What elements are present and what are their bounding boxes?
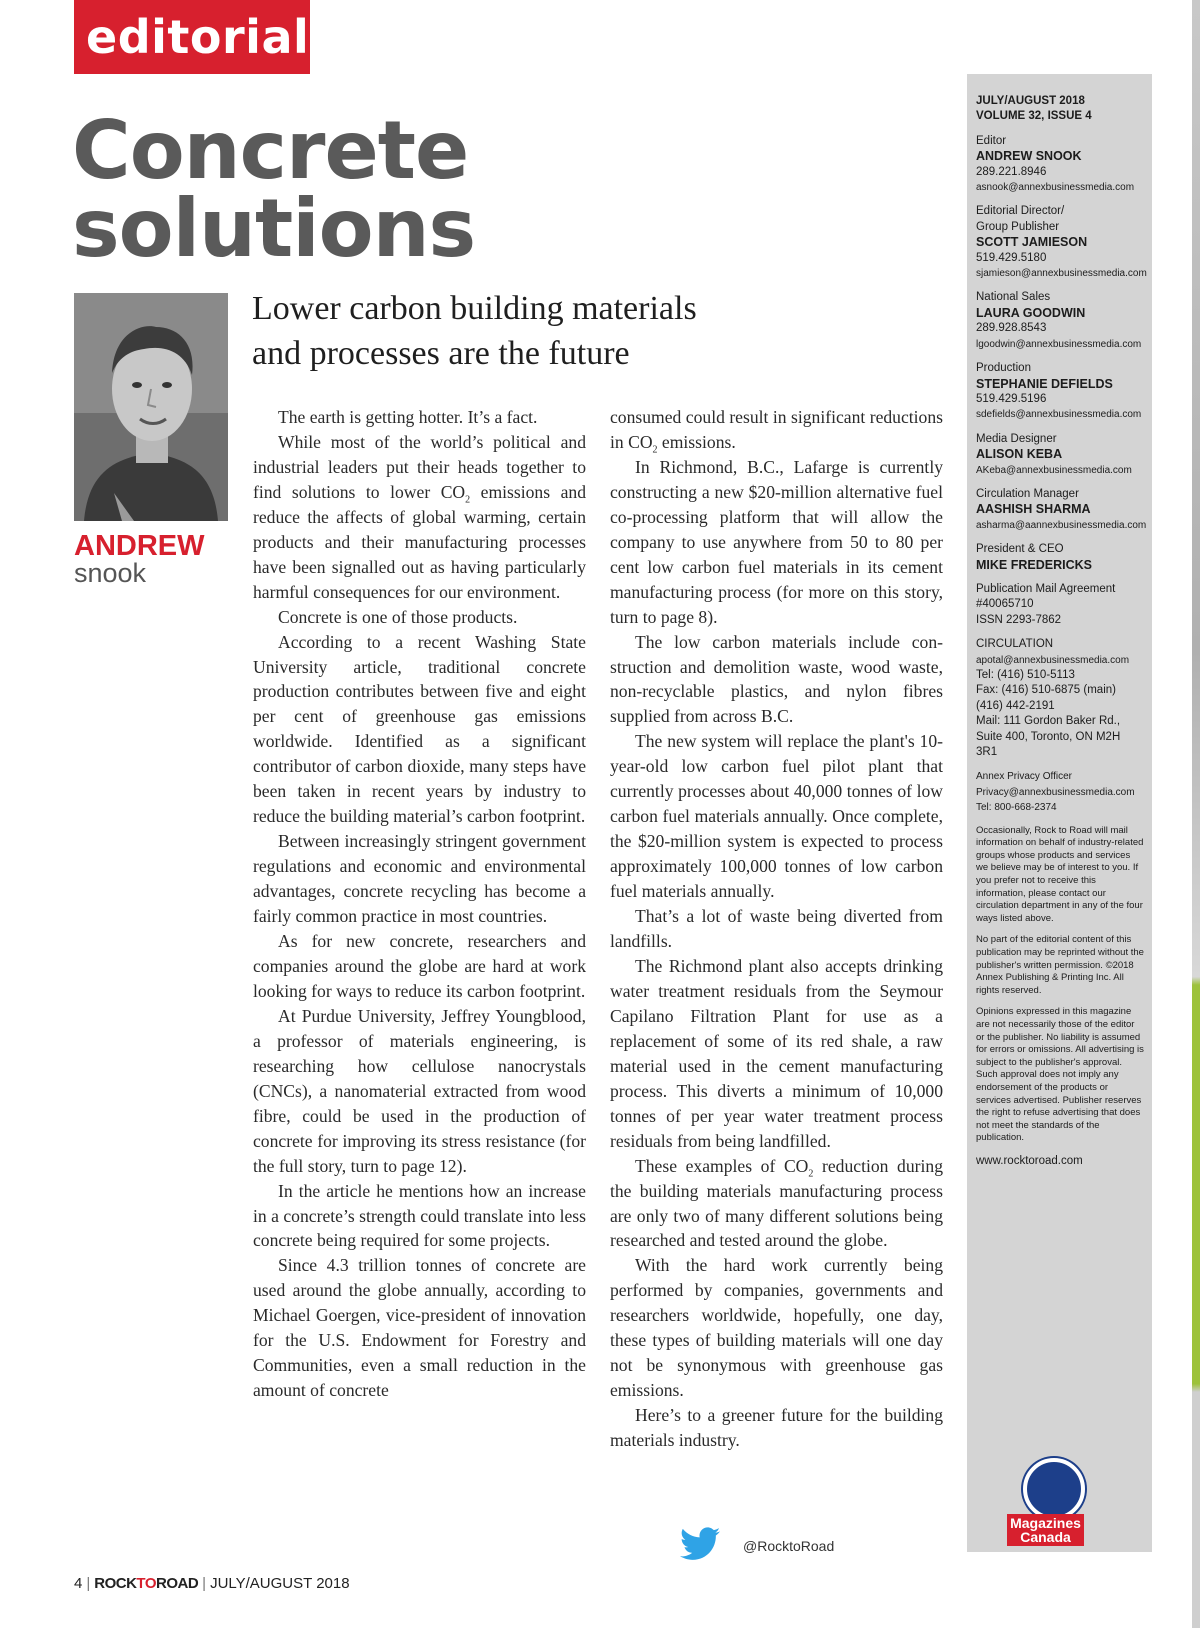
notice	[976, 1006, 1144, 1145]
body-column-1	[253, 405, 586, 1403]
person-name: AASHISH SHARMA	[976, 502, 1091, 517]
magazine-brand: ROCKTOROAD	[94, 1575, 199, 1592]
deck-line-2: and processes are the future	[252, 335, 630, 372]
publication-agreement	[976, 582, 1144, 628]
phone: 519.429.5180	[976, 251, 1047, 264]
fax: (416) 442-2191	[976, 699, 1055, 712]
role-label: Production	[976, 362, 1031, 375]
privacy-officer	[976, 769, 1144, 815]
author-first-name: ANDREW	[74, 530, 205, 562]
phone: 289.221.8946	[976, 165, 1047, 178]
masthead-circulation-manager	[976, 487, 1147, 533]
masthead-sales	[976, 290, 1144, 352]
paragraph: consumed could result in significant reductions in $CO_2$ emissions.	[610, 407, 943, 456]
circulation-info	[976, 637, 1144, 760]
person-name: MIKE FREDERICKS	[976, 557, 1092, 572]
person-name: SCOTT JAMIESON	[976, 235, 1088, 250]
body-column-2	[610, 405, 943, 1453]
masthead-designer	[976, 432, 1144, 478]
role-label: Annex Privacy Officer	[976, 771, 1072, 783]
paragraph: With the hard work currently being performed by companies, governments and researchers worldwide, hopefully, one day, these types of building materials will one day not be synonymous with greenhouse gas emissions.	[610, 1255, 943, 1401]
twitter-handle[interactable]: @RocktoRoad	[743, 1538, 835, 1554]
logo-line-1: Magazines	[1010, 1515, 1081, 1531]
author-portrait-illustration	[74, 293, 228, 521]
twitter-bird-icon[interactable]	[680, 1527, 720, 1561]
paragraph: That’s a lot of waste being diverted from landfills.	[610, 906, 943, 952]
author-last-name: snook	[74, 558, 147, 588]
deck-line-1: Lower carbon building materials	[252, 290, 697, 327]
role-label: National Sales	[976, 291, 1051, 304]
email-link[interactable]: sdefields@annexbusinessmedia.com	[976, 409, 1142, 421]
email-link[interactable]: asnook@annexbusinessmedia.com	[976, 182, 1135, 194]
paragraph: The low carbon materials include construction and demolition waste, wood waste, non-recyclable plastics, and nylon fibres supplied from across B.C.	[610, 631, 943, 727]
email-link[interactable]: lgoodwin@annexbusinessmedia.com	[976, 338, 1142, 350]
footer-issue: JULY/AUGUST 2018	[210, 1575, 350, 1592]
issn: ISSN 2293-7862	[976, 613, 1062, 626]
role-label: Circulation Manager	[976, 487, 1079, 500]
role-label: Media Designer	[976, 432, 1057, 445]
logo-line-2: Canada	[1020, 1529, 1071, 1545]
email-link[interactable]: Privacy@annexbusinessmedia.com	[976, 786, 1135, 798]
page-number: 4	[74, 1575, 83, 1592]
email-link[interactable]: sjamieson@annexbusinessmedia.com	[976, 268, 1147, 280]
paragraph: Since 4.3 trillion tonnes of concrete are used around the globe annually, according to Michael Goergen, vice-president of innovation for the U.S. Endowment for Forestry and Communities, even a small reduction in the amount of concrete	[253, 1255, 586, 1401]
paragraph: Here’s to a greener future for the building materials industry.	[610, 1405, 943, 1451]
section-tag: editorial	[74, 0, 310, 74]
phone: Tel: (416) 510-5113	[976, 669, 1075, 681]
paragraph: The Richmond plant also accepts drinking water treatment residuals from the Seymour Capilano Filtration Plant for use as a replacement of some of its red shale, a raw material used in the cement manufacturing process. This diverts a minimum of 10,000 tonnes of per year water treatment process residuals from being landfilled.	[610, 955, 943, 1151]
paragraph: The earth is getting hotter. It’s a fact.	[278, 407, 538, 427]
masthead-ceo	[976, 542, 1144, 573]
role-label: Group Publisher	[976, 220, 1060, 233]
phone: 289.928.8543	[976, 322, 1047, 335]
mailing-notice: Occasionally, Rock to Road will mail information on behalf of industry-related groups whose products and services we believe may be of interest to you. If you prefer not to receive this information, please contact our circulation department in any of the four ways listed above.	[976, 824, 1144, 924]
email-link[interactable]: AKeba@annexbusinessmedia.com	[976, 464, 1132, 476]
headline-line-1: Concrete	[72, 104, 469, 197]
masthead-editor	[976, 134, 1144, 196]
phone: 519.429.5196	[976, 392, 1047, 405]
pma-label: Publication Mail Agreement	[976, 582, 1116, 595]
pma-number: #40065710	[976, 598, 1034, 611]
paragraph: Concrete is one of those products.	[278, 606, 518, 627]
mail-address: Mail: 111 Gordon Baker Rd.,	[976, 715, 1121, 728]
paragraph: In the article he mentions how an increase in a concrete’s strength could translate into less concrete being required for some projects.	[253, 1180, 586, 1251]
headline-line-2: solutions	[72, 182, 476, 275]
paragraph: In Richmond, B.C., Lafarge is currently constructing a new $20-million alternative fuel co-processing platform that will allow the company to use anywhere from 50 to 80 per cent low carbon fuel materials in its cement manufacturing process (for more on this story, turn to page 8).	[610, 456, 943, 627]
role-label: Editorial Director/	[976, 205, 1065, 218]
page-footer: 4 | ROCKTOROAD | JULY/AUGUST 2018	[74, 1575, 350, 1592]
website-link[interactable]: www.rocktoroad.com	[976, 1154, 1083, 1167]
person-name: LAURA GOODWIN	[976, 305, 1086, 320]
issue-date: JULY/AUGUST 2018	[976, 95, 1085, 107]
paragraph: Between increasingly stringent government regulations and economic and environmental advantages, concrete recycling has become a fairly common practice in most countries.	[253, 831, 586, 927]
masthead-sidebar	[967, 74, 1152, 1552]
notice	[976, 934, 1144, 997]
email-link[interactable]: apotal@annexbusinessmedia.com	[976, 654, 1130, 666]
audit-seal-icon	[1023, 1458, 1085, 1520]
person-name: ALISON KEBA	[976, 447, 1063, 462]
role-label: Editor	[976, 134, 1007, 147]
copyright-notice: No part of the editorial content of this publication may be reprinted without the publisher's written permission. ©2018 Annex Publishing & Printing Inc. All rights reserved.	[976, 934, 1144, 996]
paragraph: These examples of $CO_2$ reduction during the building materials manufacturing process are only two of many different solutions being researched and tested around the globe.	[610, 1155, 943, 1251]
headline	[72, 104, 592, 275]
masthead-director	[976, 204, 1147, 281]
circulation-heading: CIRCULATION	[976, 638, 1054, 651]
notice	[976, 825, 1144, 926]
phone: Tel: 800-668-2374	[976, 802, 1057, 814]
website	[976, 1154, 1144, 1169]
email-link[interactable]: asharma@aannexbusinessmedia.com	[976, 519, 1147, 531]
paragraph: According to a recent Washing State University article, traditional concrete production contributes between five and eight per cent of greenhouse gas emissions worldwide. Identified as a significant contributor of carbon dioxide, many steps have been taken in recent years by industry to reduce the building material’s carbon footprint.	[253, 631, 586, 827]
fax: Fax: (416) 510-6875 (main)	[976, 684, 1116, 697]
issue-volume: VOLUME 32, ISSUE 4	[976, 110, 1092, 123]
issue-info	[976, 94, 1144, 125]
liability-notice: Opinions expressed in this magazine are not necessarily those of the editor or the publisher. No liability is assumed for errors or omissions. All advertising is subject to the publisher's approval. Such approval does not imply any endorsement of the products or services advertised. Publisher reserves the right to refuse advertising that does not meet the standards of the publication.	[976, 1006, 1144, 1144]
magazines-canada-logo	[1007, 1514, 1084, 1546]
paragraph: At Purdue University, Jeffrey Youngblood, a professor of materials engineering, is researching how cellulose nanocrystals (CNCs), a nanomaterial extracted from wood fibre, could be used in the production of concrete for improving its stress resistance (for the full story, turn to page 12).	[253, 1005, 586, 1176]
paragraph: The new system will replace the plant's 10-year-old low carbon fuel pilot plant that currently processes about 40,000 tonnes of low carbon fuel materials annually. Once complete, the $20-million system is expected to process approximately 100,000 tonnes of low carbon fuel materials annually.	[610, 731, 943, 902]
person-name: ANDREW SNOOK	[976, 149, 1082, 164]
paragraph: As for new concrete, researchers and companies around the globe are hard at work looking for ways to reduce its carbon footprint.	[253, 931, 586, 1001]
paragraph: While most of the world’s political and industrial leaders put their heads together to find solutions to lower $CO_2$ emissions and reduce the affects of global warming, certain products and their manufacturing processes have been signalled out as having particularly harmful consequences for our environment.	[253, 431, 586, 602]
page-edge-strip	[1192, 0, 1200, 1628]
author-photo	[74, 293, 228, 521]
masthead-production	[976, 361, 1144, 423]
role-label: President & CEO	[976, 543, 1064, 556]
person-name: STEPHANIE DEFIELDS	[976, 376, 1113, 391]
deck	[252, 286, 852, 376]
mail-address: Suite 400, Toronto, ON M2H 3R1	[976, 730, 1121, 759]
